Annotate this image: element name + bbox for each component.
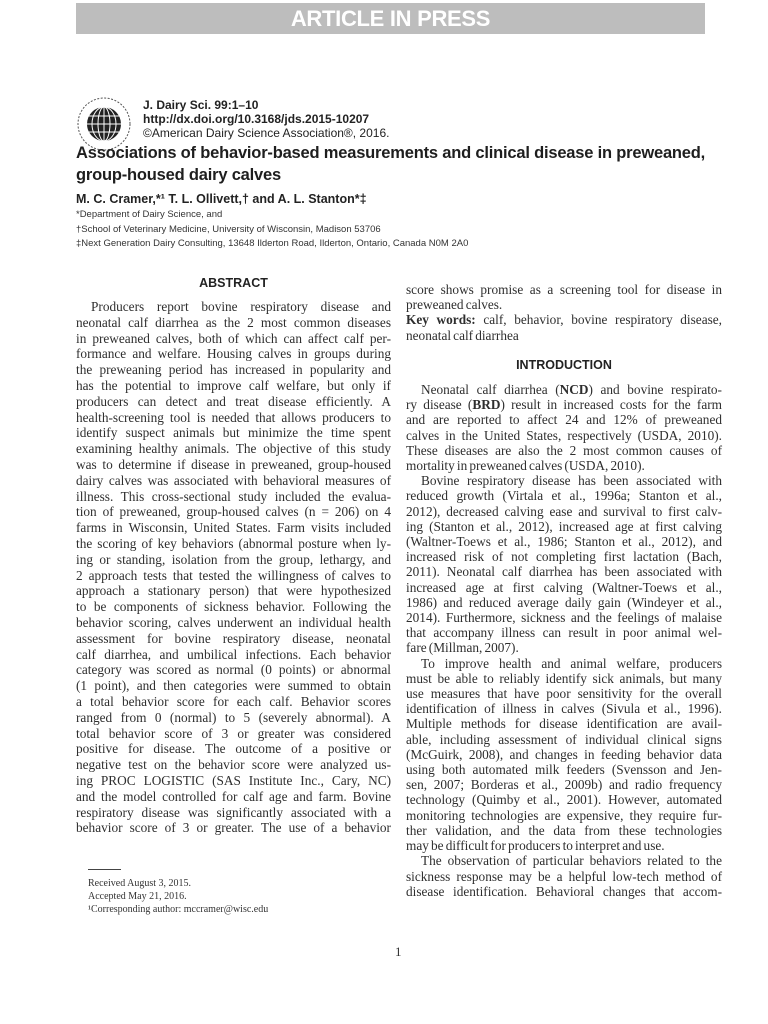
text-line: to be components of sickness behavior. Following the [76,599,391,615]
text-line: technology (Quimby et al., 2001). However, automated [406,792,722,808]
text-line: behavior score of 3 or greater. The use of a behavior [76,820,391,836]
text-line: the preweaning period has increased in popularity and [76,362,391,378]
text-line: increased risk of not completing first lactation (Bach, [406,549,722,565]
text-line: behavior scoring, calves underwent an individual health [76,614,391,630]
text-line: must be able to reliably identify sick animals, but many [406,670,722,686]
text-line: formance and welfare. Housing calves in groups during [76,346,391,362]
text-line: 2012), decreased calving ease and survival to first calv- [406,503,722,519]
text-line: examining healthy animals. The objective of this study [76,441,391,457]
bold-term: NCD [559,382,589,397]
introduction-body [406,382,722,899]
text-line [406,312,722,327]
journal-citation: J. Dairy Sci. 99:1–10 [143,98,259,112]
text-line: that accompany illness can result in poor animal wel- [406,625,722,641]
right-column [406,282,722,343]
text-line: ther validation, and the data from these technologies [406,822,722,838]
text-line: was to determine if disease in preweaned, group-housed [76,456,391,472]
text-line [406,397,722,412]
affiliations [76,208,468,252]
bold-term: BRD [472,397,501,413]
footnotes [88,877,268,916]
text-line: (Waltner-Toews et al., 1986; Stanton et al., 2012), and [406,534,722,550]
text-line: score shows promise as a screening tool for disease in [406,282,722,297]
text-line: (1 point), and then categories were summed to obtain [76,678,391,694]
text-line: identify suspect animals but minimize the time spent [76,425,391,441]
affiliation: ‡Next Generation Dairy Consulting, 13648 Ilderton Road, Ilderton, Ontario, Canada N0M 2A0 [76,238,469,249]
text-line: These diseases are also the 2 most common causes of [406,442,722,458]
text-line: and the model controlled for calf age and farm. Bovine [76,788,391,804]
abstract-continuation [406,282,722,343]
text-line: Bovine respiratory disease has been associated with [421,473,722,489]
bold-term: Key words: [406,312,476,328]
text-line: has the potential to improve calf welfare, but only if [76,377,391,393]
text-line: mortality in preweaned calves (USDA, 2010). [406,458,645,474]
text-line: use measures that have poor sensitivity for the overall [406,686,722,702]
text-line: ing PROC LOGISTIC (SAS Institute Inc., Cary, NC) [76,772,391,788]
text-line: illness. This cross-sectional study included the evalua- [76,488,391,504]
text-line: approach a stationary person) that were hypothesized [76,583,391,599]
text-line: neonatal calf diarrhea as the 2 most common diseases [76,314,391,330]
text-line: ing or standing, isolation from the group, lethargy, and [76,551,391,567]
text-line: increased age at first calving (Waltner-Toews et al., [406,579,722,595]
text-line: 2014). Furthermore, sickness and the feelings of malaise [406,610,722,626]
article-in-press-banner: ARTICLE IN PRESS [76,3,705,34]
text-line: total behavior score of 3 or greater was considered [76,725,391,741]
text-line: producers can detect and treat disease efficiently. A [76,393,391,409]
text-line: in preweaned calves, both of which can affect calf per- [76,330,391,346]
text-line: assessment for bovine respiratory disease, neonatal [76,630,391,646]
journal-info [143,98,389,140]
affiliation: *Department of Dairy Science, and [76,209,223,220]
text-line: positive for disease. The outcome of a positive or [76,741,391,757]
text-line: may be difficult for producers to interpret and use. [406,838,665,854]
text-line: health-screening tool is needed that allows producers to [76,409,391,425]
text-line: Producers report bovine respiratory disease and [91,299,391,314]
text-line: fare (Millman, 2007). [406,640,519,656]
text-line: respiratory disease was significantly associated with a [76,804,391,820]
received-date: Received August 3, 2015. [88,878,192,889]
text-line: calf diarrhea, and umbilical infections. Each behavior [76,646,391,662]
text-segment: calf, behavior, bovine respiratory disease, [475,312,722,328]
text-line: Multiple methods for disease identification are avail- [406,716,722,732]
text-line: ranged from 0 (normal) to 5 (severely abnormal). A [76,709,391,725]
text-line: 2011). Neonatal calf diarrhea has been associated with [406,564,722,580]
text-line: preweaned calves. [406,297,503,313]
text-line: 1986) and reduced average daily gain (Windeyer et al., [406,594,722,610]
text-line: calves in the United States, respectively (USDA, 2010). [406,427,722,443]
text-segment: ) result in increased costs for the farm [500,397,722,413]
text-line: tion of preweaned, group-housed calves (n = 206) on 4 [76,504,391,520]
text-line: using both automated milk feeders (Svensson and Jen- [406,762,722,778]
text-line [406,382,722,397]
corresponding-author: ¹Corresponding author: mccramer@wisc.edu [88,904,269,915]
footnote-rule [88,869,121,870]
text-line: neonatal calf diarrhea [406,327,519,343]
text-segment: ry disease ( [406,397,473,413]
abstract-heading: ABSTRACT [199,276,268,290]
affiliation: †School of Veterinary Medicine, University of Wisconsin, Madison 53706 [76,223,381,235]
text-line: ing (Stanton et al., 2012), increased age at first calving [406,518,722,534]
text-line: 2 approach tests that tested the willingness of calves to [76,567,391,583]
abstract-body [76,299,391,836]
text-line: farms in Wisconsin, United States. Farm visits included [76,520,391,536]
text-line: The observation of particular behaviors related to the [421,853,722,869]
page-number: 1 [395,944,402,959]
text-line: and are reported to affect 24 and 12% of preweaned [406,412,722,428]
article-title: Associations of behavior-based measurements and clinical disease in preweaned, group-housed dairy calves [76,144,706,184]
text-line: dairy calves was associated with behavioral measures of [76,472,391,488]
accepted-date: Accepted May 21, 2016. [88,891,187,902]
text-line: the scoring of key behaviors (abnormal posture when ly- [76,535,391,551]
authors: M. C. Cramer,*¹ T. L. Ollivett,† and A. L. Stanton*‡ [76,192,367,206]
text-line: To improve health and animal welfare, producers [421,655,722,671]
text-line: monitoring technologies are expensive, they require fur- [406,807,722,823]
introduction-heading: INTRODUCTION [516,358,612,372]
text-line: category was scored as normal (0 points) or abnormal [76,662,391,678]
copyright: ©American Dairy Science Association®, 2016. [143,126,390,140]
text-line: a total behavior score for each calf. Behavior scores [76,693,391,709]
text-line: sickness response may be a helpful low-tech method of [406,868,722,884]
text-line: disease identification. Behavioral changes that accom- [406,883,722,899]
text-line: able, including assessment of individual clinical signs [406,731,722,747]
text-line: negative test on the behavior score were analyzed us- [76,757,391,773]
text-segment: ) and bovine respirato- [588,382,722,397]
text-line: (McGuirk, 2008), and changes in feeding behavior data [406,746,722,762]
text-segment: Neonatal calf diarrhea ( [421,382,560,397]
doi-link[interactable]: http://dx.doi.org/10.3168/jds.2015-10207 [143,112,370,126]
text-line: reduced growth (Virtala et al., 1996a; Stanton et al., [406,488,722,504]
text-line: sen, 2007; Borderas et al., 2009b) and radio frequency [406,777,722,793]
text-line: identification of illness in calves (Sivula et al., 1996). [406,701,722,717]
